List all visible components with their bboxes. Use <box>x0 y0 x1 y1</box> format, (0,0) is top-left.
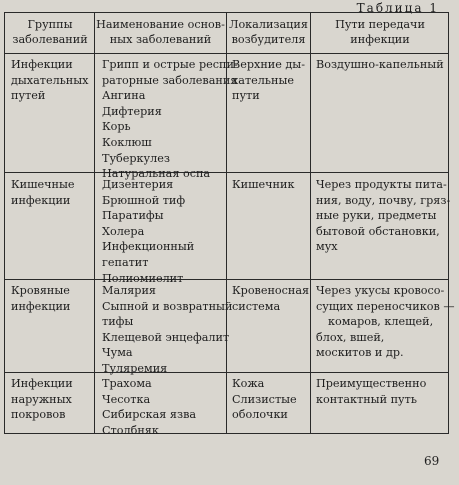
header-localization: Локализация возбудителя <box>229 18 308 46</box>
table-caption: Таблица 1 <box>356 1 439 15</box>
row-divider <box>5 279 448 280</box>
row-2-transmission: Через продукты пита- ния, воду, почву, гряз- ные руки, предметы бытовой обстановки, мух <box>316 178 451 254</box>
row-2-localization: Кишечник <box>232 178 295 191</box>
column-divider <box>94 13 95 433</box>
row-divider <box>5 53 448 54</box>
row-1-localization: Верхние ды- хательные пути <box>232 58 305 103</box>
row-3-localization: Кровеносная система <box>232 284 310 313</box>
row-1-transmission: Воздушно-капельный <box>316 58 444 71</box>
row-1-diseases: Грипп и острые респи- раторные заболевания Ангина Дифтерия Корь Коклюш Туберкулез Натуральная оспа <box>102 58 238 181</box>
row-4-group: Инфекции наружных покровов <box>11 377 73 422</box>
header-groups: Группы заболеваний <box>12 18 88 46</box>
row-4-transmission: Преимущественно контактный путь <box>316 377 427 406</box>
row-1-group: Инфекции дыхательных путей <box>11 58 89 103</box>
row-2-diseases: Дизентерия Брюшной тиф Паратифы Холера Инфекционный гепатит Полиомиелит <box>102 178 195 285</box>
row-2-group: Кишечные инфекции <box>11 178 75 207</box>
header-diseases: Наименование основ- ных заболеваний <box>96 18 225 46</box>
row-3-group: Кровяные инфекции <box>11 284 71 313</box>
column-divider <box>310 13 311 433</box>
page-number: 69 <box>424 454 440 468</box>
infections-table <box>4 12 455 437</box>
row-3-transmission: Через укусы кровосо- сущих переносчиков — комаров, клещей, блох, вшей, москитов и др. <box>316 284 455 360</box>
row-4-localization: Кожа Слизистые оболочки <box>232 377 297 422</box>
row-3-diseases: Малярия Сыпной и возвратный тифы Клещевой энцефалит Чума Туляремия <box>102 284 233 375</box>
row-4-diseases: Трахома Чесотка Сибирская язва Столбняк <box>102 377 197 437</box>
header-transmission: Пути передачи инфекции <box>335 18 425 46</box>
